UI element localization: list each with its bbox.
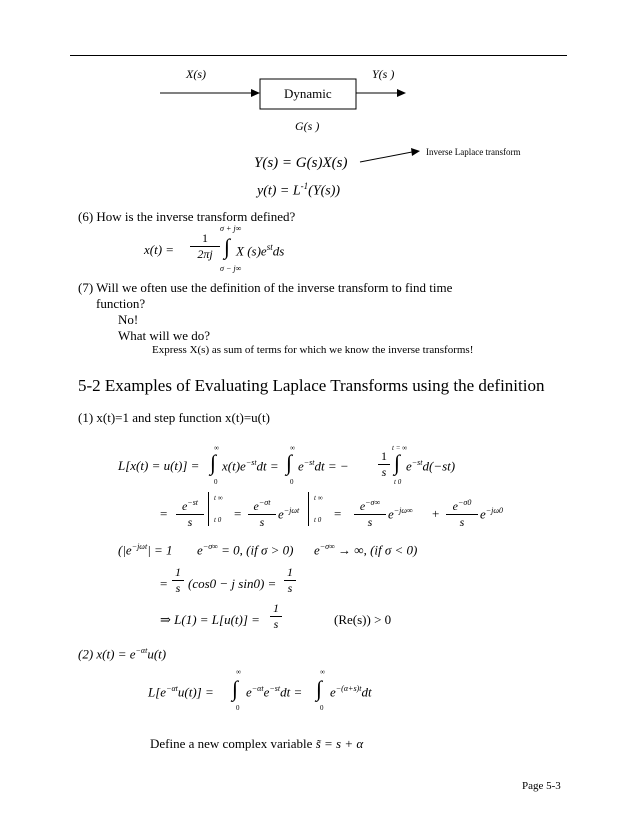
q6-lower-limit: σ − j∞ [220, 264, 242, 273]
input-label: X(s) [186, 67, 206, 81]
ex1-l5-frac: 1 s [270, 602, 282, 631]
ex2-int1-lower: 0 [236, 704, 240, 712]
ex1-l2-eq2: = [234, 506, 242, 521]
ex1-l2-plus: + [432, 506, 440, 521]
ex2-int2: $e^{-(\alpha+s)t}dt$ [330, 684, 372, 700]
block-label: Dynamic [284, 86, 332, 101]
ex2-l1-lhs: $L[e^{-\alpha t}u(t)]$ = [148, 684, 214, 700]
ex1-l2-lim2-top: t ∞ [314, 494, 323, 502]
ex1-l1-int2-sign: ∫ [286, 450, 293, 475]
ex1-l2-exp3: $e^{-j\omega\infty}$ [388, 506, 413, 522]
ex2-int2-sign: ∫ [316, 676, 323, 701]
q6-integrand-sup: st [266, 242, 273, 252]
q6-integral-sign: ∫ [224, 234, 231, 259]
ex1-l2-exp4: $e^{-j\omega 0}$ [480, 506, 504, 522]
q7-line3: No! [118, 312, 139, 327]
ex1-l2-frac1-num: $e^{-st}$ [181, 498, 199, 513]
ex1-l1-int3-sup: −st [411, 458, 423, 467]
ex1-l1-int1-sup: −st [245, 458, 257, 467]
ex1-l1-int1-lower: 0 [214, 478, 218, 486]
eq-y-t-main: y(t) = L [257, 183, 301, 199]
ex1-l1-int1-main: x(t)e [222, 458, 246, 474]
ex1-l1-int2-upper: ∞ [290, 444, 295, 452]
ex2-int1: $e^{-\alpha t}e^{-st}dt$ = [246, 684, 303, 700]
ex1-l2-exp2: $e^{-j\omega t}$ [278, 506, 300, 522]
ex1-l1-int3-tail: d(−st) [422, 458, 456, 474]
ex1-l2-frac3-den: s [367, 515, 373, 529]
q6-lhs: x(t) = [144, 242, 175, 257]
ex1-l1-int3 [406, 458, 455, 474]
ex1-l4-eq: = [160, 576, 168, 591]
input-arrowhead [251, 89, 260, 97]
ex2-int1-sign: ∫ [232, 676, 239, 701]
q7-line2: function? [96, 296, 146, 311]
ex1-l2-frac3-num: $e^{-\sigma\infty}$ [359, 498, 381, 513]
ex1-l1-int2-main: e [298, 458, 304, 474]
eq-y-s: Y(s) = G(s)X(s) [254, 155, 348, 171]
ex1-l2-lim2-bot: t 0 [314, 516, 322, 524]
ex1-l1-int1-upper: ∞ [214, 444, 219, 452]
q6-upper-limit: σ + j∞ [220, 224, 242, 233]
q6-integrand-main: X (s)e [236, 243, 267, 259]
q6-text: (6) How is the inverse transform defined? [78, 209, 296, 224]
ex1-l5-cond: (Re(s)) > 0 [334, 612, 392, 627]
ex1-l2-frac1-den: s [187, 515, 193, 529]
ex1-l1-int2-sup: −st [303, 458, 315, 467]
ex1-l2-lim1-top: t ∞ [214, 494, 223, 502]
ex2-label: (2) $x(t) = e^{-\alpha t}u(t)$ [78, 646, 167, 662]
ex1-l2-frac4-num: $e^{-\sigma 0}$ [452, 498, 472, 513]
output-arrowhead [397, 89, 406, 97]
ex1-l2-lim1-bot: t 0 [214, 516, 222, 524]
q6-num: 1 [202, 231, 208, 245]
ex1-l1-int2 [298, 458, 349, 474]
ex1-l1-int1 [222, 458, 279, 474]
ex1-l4-frac1: 1 s [172, 566, 184, 595]
q6-den: 2πj [197, 247, 213, 261]
q7-line5: Express X(s) as sum of terms for which we know the inverse transforms! [152, 344, 474, 356]
ex2-int1-upper: ∞ [236, 668, 241, 676]
ex1-l2-frac2-den: s [259, 515, 265, 529]
ex2-define-var: s̃ = s + α [315, 736, 364, 751]
q6-integrand [236, 242, 284, 259]
diagram-arrows [0, 0, 638, 170]
ex1-l1-frac-num: 1 [381, 449, 387, 463]
q7-line4: What will we do? [118, 328, 211, 343]
ex2-int2-upper: ∞ [320, 668, 325, 676]
ex1-l4-mid: (cos0 − j sin0) = [188, 576, 277, 591]
ex1-l1-int3-sign: ∫ [394, 450, 401, 475]
ex1-l1-int2-tail: dt = − [314, 458, 349, 474]
ex1-l1-int3-upper: t = ∞ [392, 444, 408, 452]
q6-integrand-tail: ds [272, 243, 285, 259]
eq-y-t-tail: (Y(s)) [308, 183, 341, 199]
ex1-l2-frac3 [354, 496, 386, 529]
transfer-label: G(s ) [295, 119, 320, 133]
ex1-l2-frac4-den: s [459, 515, 465, 529]
ex1-l2-frac2 [248, 496, 276, 529]
eq-y-t [257, 181, 340, 200]
ex1-l2-evalbar2 [308, 492, 309, 526]
ex1-l1-frac-den: s [381, 465, 387, 479]
ex1-l4-frac2: 1 s [284, 566, 296, 595]
ex1-l1-int3-main: e [406, 458, 412, 474]
page-number: Page 5-3 [522, 780, 561, 792]
ex2-int2-lower: 0 [320, 704, 324, 712]
q6-fraction [190, 232, 220, 261]
ex1-l2-frac1 [176, 496, 204, 529]
ex1-l2-evalbar1 [208, 492, 209, 526]
ex1-l1-frac [378, 450, 390, 479]
ex1-l1-int1-sign: ∫ [210, 450, 217, 475]
ex1-l2-eq3: = [334, 506, 342, 521]
inverse-note: Inverse Laplace transform [426, 147, 521, 157]
note-arrow [360, 152, 412, 162]
section-title: 5-2 Examples of Evaluating Laplace Transforms using the definition [78, 376, 545, 395]
ex1-l2-frac4 [446, 496, 478, 529]
ex1-l5-main: ⇒ L(1) = L[u(t)] = [160, 612, 260, 627]
eq-y-t-sup: -1 [300, 181, 309, 191]
ex1-label: (1) x(t)=1 and step function x(t)=u(t) [78, 410, 270, 425]
ex1-l1-int1-tail: dt = [256, 458, 279, 474]
ex1-line3: ($|e^{-j\omega t}| = 1$ $e^{-\sigma\infty} = 0$, (if σ > 0) $e^{-\sigma\infty}$ → ∞, (if σ < 0) [118, 542, 418, 558]
ex1-l2-eq: = [160, 506, 168, 521]
ex1-l1-lhs: L[x(t) = u(t)] = [118, 458, 200, 473]
ex1-l1-int2-lower: 0 [290, 478, 294, 486]
ex1-l1-int3-lower: t 0 [394, 478, 402, 486]
output-label: Y(s ) [372, 67, 395, 81]
q7-line1: (7) Will we often use the definition of the inverse transform to find time [78, 280, 453, 295]
note-arrowhead [411, 148, 420, 156]
ex2-define-text: Define a new complex variable [150, 736, 313, 751]
ex2-define [150, 736, 363, 752]
ex1-l2-frac2-num: $e^{-\sigma t}$ [253, 498, 271, 513]
